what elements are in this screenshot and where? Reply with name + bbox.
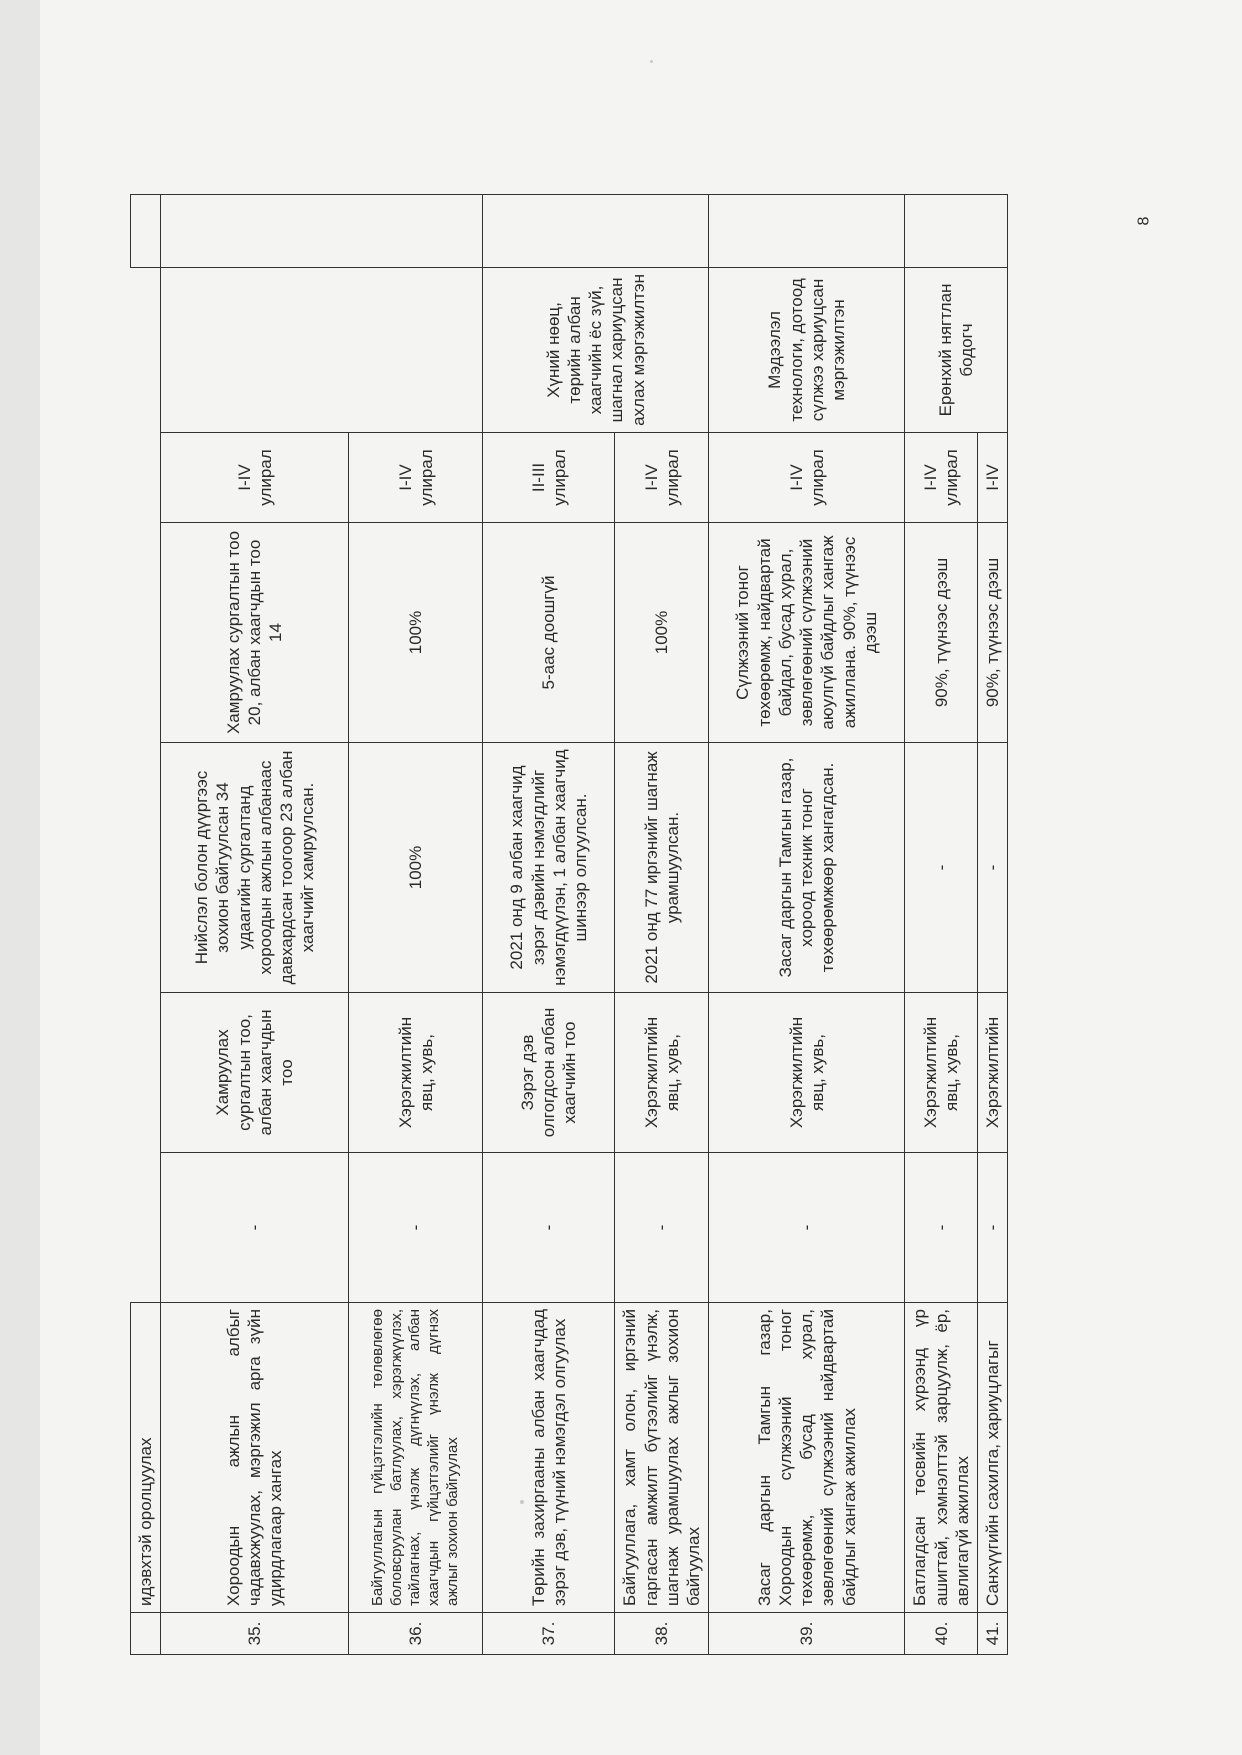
cell-target: 90%, түүнээс дээш bbox=[905, 523, 978, 743]
cell-indicator: Хамруулах сургалтын тоо, албан хаагчдын тоо bbox=[161, 993, 349, 1153]
cell-num bbox=[131, 1613, 161, 1655]
table-row bbox=[483, 194, 615, 1654]
cell-target: Сүлжээний тоног төхөөрөмж, найдвартай байдал, бусад хурал, зөвлөгөөний сүлжээний аюулгүй байдлыг хангаж ажиллана. 90%, түүнээс дээш bbox=[709, 523, 905, 743]
cell-col3: - bbox=[615, 1153, 709, 1303]
cell-num: 37. bbox=[483, 1613, 615, 1655]
cell-baseline: 100% bbox=[349, 743, 483, 993]
cell-baseline: - bbox=[978, 743, 1008, 993]
cell-empty bbox=[131, 194, 161, 267]
cell-baseline: 2021 онд 9 албан хаагчид зэрэг дэвийн нэмэгдлийг нэмэгдүүлэн, 1 албан хаагчид шинээр олгуулсан. bbox=[483, 743, 615, 993]
cell-target: 100% bbox=[615, 523, 709, 743]
page-number: 8 bbox=[1135, 216, 1153, 226]
cell-responsible: Мэдээлэл технологи, дотоод сүлжээ хариуцсан мэргэжилтэн bbox=[709, 267, 905, 432]
cell-responsible: Ерөнхий нягтлан бодогч bbox=[905, 267, 1008, 432]
cell-baseline: 2021 онд 77 иргэнийг шагнаж урамшуулсан. bbox=[615, 743, 709, 993]
cell-target: Хамруулах сургалтын тоо 20, албан хаагчдын тоо 14 bbox=[161, 523, 349, 743]
cell-baseline: Засаг даргын Тамгын газар, хороод техник тоног төхөөрөмжөөр хангагдсан. bbox=[709, 743, 905, 993]
rotated-table-container bbox=[130, 195, 1130, 1655]
cell-desc: Санхүүгийн сахилга, хариуцлагыг bbox=[978, 1303, 1008, 1613]
cell-period: I-IV bbox=[978, 433, 1008, 523]
cell-target: 100% bbox=[349, 523, 483, 743]
cell-col3: - bbox=[349, 1153, 483, 1303]
table-row bbox=[709, 194, 905, 1654]
cell-indicator: Хэрэгжилтийн явц, хувь, bbox=[709, 993, 905, 1153]
cell-col3: - bbox=[483, 1153, 615, 1303]
cell-desc: Төрийн захиргааны албан хаагчдад зэрэг дэв, түүний нэмэгдэл олгуулах bbox=[483, 1303, 615, 1613]
cell-period: I-IV улирал bbox=[709, 433, 905, 523]
cell-empty bbox=[709, 194, 905, 267]
cell-col3: - bbox=[978, 1153, 1008, 1303]
cell-period: I-IV улирал bbox=[905, 433, 978, 523]
table-row bbox=[131, 194, 161, 1654]
cell-indicator: Хэрэгжилтийн явц, хувь, bbox=[615, 993, 709, 1153]
cell-desc: идэвхтэй оролцуулах bbox=[131, 1303, 161, 1613]
cell-indicator: Хэрэгжилтийн bbox=[978, 993, 1008, 1153]
cell-indicator: Хэрэгжилтийн явц, хувь, bbox=[905, 993, 978, 1153]
cell-col3: - bbox=[161, 1153, 349, 1303]
cell-empty bbox=[483, 194, 709, 267]
cell-target: 90%, түүнээс дээш bbox=[978, 523, 1008, 743]
cell-col3: - bbox=[709, 1153, 905, 1303]
cell-num: 38. bbox=[615, 1613, 709, 1655]
cell-num: 39. bbox=[709, 1613, 905, 1655]
cell-responsible bbox=[161, 267, 483, 432]
cell-num: 36. bbox=[349, 1613, 483, 1655]
cell-period: I-IV улирал bbox=[615, 433, 709, 523]
cell-indicator: Зэрэг дэв олгогдсон албан хаагчийн тоо bbox=[483, 993, 615, 1153]
cell-indicator: Хэрэгжилтийн явц, хувь, bbox=[349, 993, 483, 1153]
cell-target: 5-аас доошгүй bbox=[483, 523, 615, 743]
cell-num: 41. bbox=[978, 1613, 1008, 1655]
cell-desc: Засаг даргын Тамгын газар, Хороодын сүлжээний тоног төхөөрөмж, бусад хурал, зөвлөгөөний сүлжээний найдвартай байдлыг хангаж ажиллах bbox=[709, 1303, 905, 1613]
cell-baseline: Нийслэл болон дүүргээс зохион байгуулсан 34 удаагийн сургалтанд хороодын ажлын албанаас давхардсан тоогоор 23 албан хаагчийг хамруулсан. bbox=[161, 743, 349, 993]
table-row bbox=[161, 194, 349, 1654]
cell-desc: Байгууллагын гүйцэтгэлийн төлөвлөгөө боловсруулан батлуулах, хэрэгжүүлэх, тайлагнах, үнэлж дүгнүүлэх, албан хаагчдын гүйцэтгэлийг үнэлж дүгнэх ажлыг зохион байгуулах bbox=[349, 1303, 483, 1613]
scan-speck bbox=[650, 60, 653, 63]
cell-num: 40. bbox=[905, 1613, 978, 1655]
cell-period: I-IV улирал bbox=[161, 433, 349, 523]
cell-desc: Хороодын ажлын албыг чадавхжуулах, мэргэжил арга зүйн удирдлагаар хангах bbox=[161, 1303, 349, 1613]
cell-period: I-IV улирал bbox=[349, 433, 483, 523]
cell-empty bbox=[905, 194, 1008, 267]
cell-empty bbox=[161, 194, 483, 267]
cell-num: 35. bbox=[161, 1613, 349, 1655]
cell-desc: Байгууллага, хамт олон, иргэний гаргасан амжилт бүтээлийг үнэлж, шагнаж урамшуулах ажлыг зохион байгуулах bbox=[615, 1303, 709, 1613]
cell-desc: Батлагдсан төсвийн хүрээнд үр ашигтай, хэмнэлттэй зарцуулж, ёр, авлигагүй ажиллах bbox=[905, 1303, 978, 1613]
cell-col3: - bbox=[905, 1153, 978, 1303]
table-row bbox=[905, 194, 978, 1654]
cell-empty bbox=[131, 267, 161, 1302]
cell-baseline: - bbox=[905, 743, 978, 993]
cell-period: II-III улирал bbox=[483, 433, 615, 523]
plan-table bbox=[130, 194, 1008, 1655]
cell-responsible: Хүний нөөц, төрийн албан хаагчийн ёс зүй, шагнал хариуцсан ахлах мэргэжилтэн bbox=[483, 267, 709, 432]
